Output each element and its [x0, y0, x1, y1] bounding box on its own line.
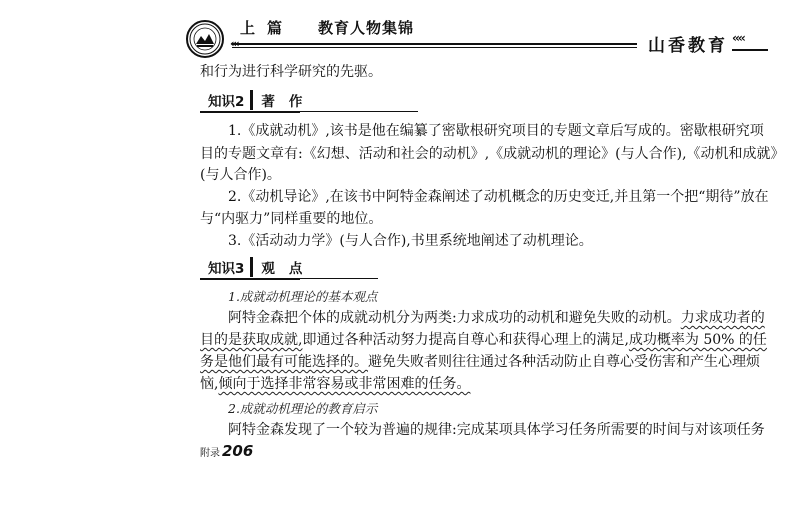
publisher-logo-icon [186, 20, 224, 58]
highlighted-phrase: 目的是获取成就, [200, 332, 303, 348]
views-line-3-text: 避免失败者则往往通过各种活动防止自尊心受伤害和产生心理烦 [368, 354, 760, 370]
views-line-1-text: 阿特金森把个体的成就动机分为两类:力求成功的动机和避免失败的动机。 [228, 310, 681, 326]
highlighted-phrase: 务是他们最有可能选择的。 [200, 354, 368, 370]
views-line-4-text: 恼, [200, 376, 219, 392]
works-p2-line1: 2.《动机导论》,在该书中阿特金森阐述了动机概念的历史变迁,并且第一个把“期待”放在 [228, 189, 769, 205]
brand-chevrons-icon: ‹‹‹‹ [732, 31, 744, 45]
views-line-3 [200, 353, 760, 371]
header-title: 教育人物集锦 [318, 19, 415, 37]
header-part: 上篇 [240, 19, 295, 37]
views-subheading-1: 1.成就动机理论的基本观点 [228, 289, 378, 304]
section-divider [250, 257, 253, 277]
brand-rule [732, 49, 768, 51]
section-label: 知识2 [208, 94, 245, 110]
views-line-1 [228, 309, 765, 327]
section-underline-thin [300, 278, 378, 279]
footer-mark: 附录 [200, 448, 220, 459]
highlighted-phrase: 力求成功者的 [680, 310, 765, 326]
views-line-2-text: 即通过各种活动努力提高自尊心和获得心理上的满足, [302, 332, 629, 348]
section-name: 著作 [261, 94, 317, 110]
works-p1-line1: 1.《成就动机》,该书是他在编纂了密歇根研究项目的专题文章后写成的。密歇根研究项 [228, 123, 764, 139]
views-line-2 [200, 331, 767, 349]
section-name: 观点 [261, 261, 317, 277]
highlighted-phrase: 倾向于选择非常容易或非常困难的任务。 [218, 376, 471, 392]
section-divider [250, 90, 253, 110]
section-label: 知识3 [208, 261, 245, 277]
highlighted-phrase: 成功概率为 50% 的任 [628, 332, 767, 348]
section-views-heading [200, 256, 316, 278]
section-underline [200, 278, 300, 280]
section-underline-thin [300, 111, 418, 112]
views-subheading-2: 2.成就动机理论的教育启示 [228, 401, 378, 416]
section-underline [200, 111, 300, 113]
section-works-heading [200, 89, 316, 111]
works-p1-line3: (与人合作)。 [200, 167, 281, 183]
intro-line: 和行为进行科学研究的先驱。 [200, 64, 382, 80]
views-line-5: 阿特金森发现了一个较为普遍的规律:完成某项具体学习任务所需要的时间与对该项任务 [228, 422, 765, 438]
works-p2-line2: 与“内驱力”同样重要的地位。 [200, 211, 383, 227]
views-line-4 [200, 375, 470, 393]
header-brand: 山香教育 [648, 36, 728, 56]
header-rule-thin [232, 47, 637, 48]
works-p1-line2: 目的专题文章有:《幻想、活动和社会的动机》,《成就动机的理论》(与人合作),《动机和成就》 [200, 146, 785, 162]
header-rule [232, 43, 637, 45]
works-p3-line1: 3.《活动动力学》(与人合作),书里系统地阐述了动机理论。 [228, 233, 593, 249]
page-number: 206 [222, 442, 254, 460]
page-footer [200, 442, 253, 460]
header-chevrons-icon: ‹‹‹ [230, 37, 238, 50]
